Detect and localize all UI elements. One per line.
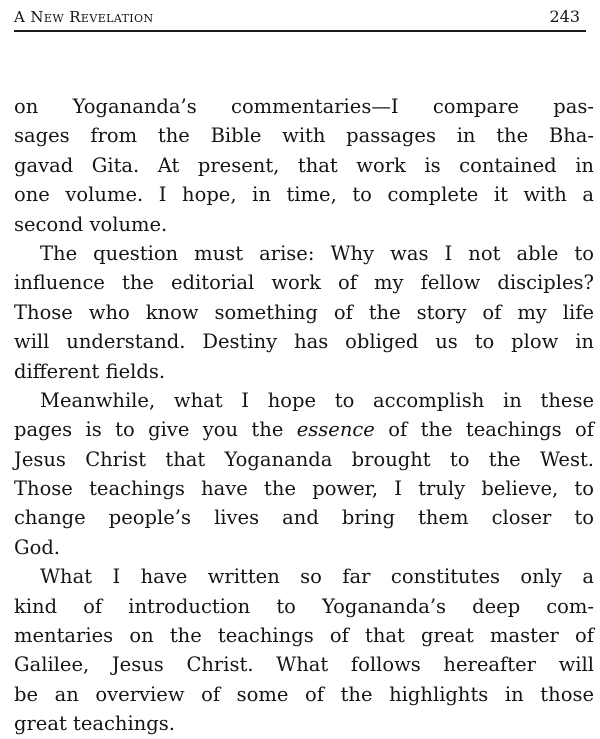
text-line: What I have written so far constitutes only a [40, 565, 594, 589]
text-segment: of the teachings of [374, 418, 594, 442]
text-line: sages from the Bible with passages in the Bha- [14, 124, 594, 148]
emphasized-word: essence [296, 418, 375, 442]
text-line: Those teachings have the power, I truly believe, to [14, 477, 594, 501]
text-line [14, 415, 594, 444]
text-line: on Yogananda’s commentaries—I compare pas- [14, 95, 594, 118]
text-line: one volume. I hope, in time, to complete it with a [14, 183, 594, 207]
page-number: 243 [549, 7, 580, 26]
text-line: different fields. [14, 359, 166, 383]
body-text [14, 92, 594, 739]
running-head-title: A New Revelation [14, 8, 154, 26]
text-line: be an overview of some of the highlights in those [14, 682, 594, 706]
paragraph-2 [14, 239, 594, 386]
text-line: Jesus Christ that Yogananda brought to the West. [14, 447, 594, 471]
paragraph-1 [14, 92, 594, 239]
text-line: second volume. [14, 212, 168, 236]
text-line: influence the editorial work of my fellow disciples? [14, 271, 594, 295]
text-line: great teachings. [14, 712, 175, 736]
text-line: will understand. Destiny has obliged us to plow in [14, 330, 594, 354]
paragraph-4 [14, 562, 594, 738]
text-line: Galilee, Jesus Christ. What follows hereafter will [14, 653, 594, 677]
text-line: kind of introduction to Yogananda’s deep com- [14, 594, 594, 618]
text-line: gavad Gita. At present, that work is contained in [14, 153, 594, 177]
text-line: God. [14, 535, 60, 559]
text-line: Meanwhile, what I hope to accomplish in these [40, 388, 594, 412]
paragraph-3 [14, 386, 594, 562]
running-head [14, 4, 586, 32]
text-line: Those who know something of the story of my life [14, 300, 594, 324]
text-line: change people’s lives and bring them closer to [14, 506, 594, 530]
text-segment: pages is to give you the [14, 418, 297, 442]
text-line: The question must arise: Why was I not able to [40, 241, 594, 265]
text-line: mentaries on the teachings of that great master of [14, 624, 594, 648]
